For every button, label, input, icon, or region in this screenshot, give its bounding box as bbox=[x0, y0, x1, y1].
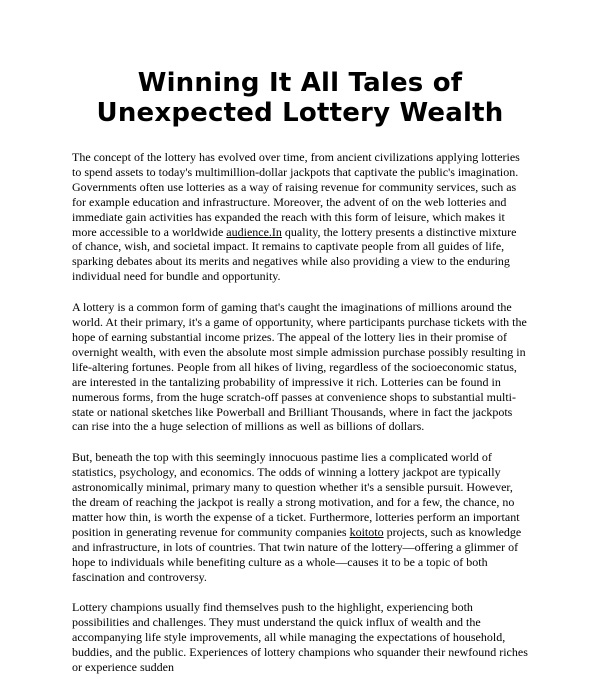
paragraph-1-text-end: quality, the lottery presents a distinctive mixture of chance, wish, and societal impact. It remains to captivate people from all guides of life, sparking debates about its merits and negatives while also providing a view to the enduring individual need for bundle and opportunity. bbox=[72, 224, 517, 284]
paragraph-1-text-start: The concept of the lottery has evolved over time, from ancient civilizations applying lotteries to spend assets to today's multimillion-dollar jackpots that captivate the public's imagination. Governments often use lotteries as a way of raising revenue for community services, such as for example education and infrastructure. Moreover, the advent of on the web lotteries and immediate gain activities has expanded the reach with this form of leisure, which makes it more accessible to a worldwide bbox=[72, 150, 520, 239]
paragraph-3 bbox=[72, 450, 528, 584]
paragraph-4: Lottery champions usually find themselves push to the highlight, experiencing both possibilities and challenges. They must understand the quick influx of wealth and the accompanying life style improvements, all while managing the expectations of household, buddies, and the public. Experiences of lottery champions who squander their newfound riches or experience sudden bbox=[72, 600, 528, 675]
paragraph-3-text-start: But, beneath the top with this seemingly innocuous pastime lies a complicated world of statistics, psychology, and economics. The odds of winning a lottery jackpot are typically astronomically minimal, primary many to question whether it's a sensible pursuit. However, the dream of reaching the jackpot is really a strong motivation, and for a few, the chance, no matter how thin, is worth the expense of a ticket. Furthermore, lotteries perform an important position in generating revenue for community companies bbox=[72, 450, 520, 539]
audience-link[interactable]: audience.In bbox=[226, 224, 282, 239]
paragraph-1 bbox=[72, 150, 528, 284]
page-title: Winning It All Tales of Unexpected Lottery Wealth bbox=[96, 68, 504, 128]
koitoto-link[interactable]: koitoto bbox=[349, 524, 384, 539]
article bbox=[72, 68, 528, 691]
paragraph-2: A lottery is a common form of gaming that's caught the imaginations of millions around the world. At their primary, it's a game of opportunity, where participants purchase tickets with the hope of earning substantial income prizes. The appeal of the lottery lies in their promise of overnight wealth, with even the absolute most simple admission purchase possibly resulting in life-altering fortunes. People from all hikes of living, regardless of the socioeconomic status, are interested in the tantalizing probability of impressive it rich. Lotteries can be found in numerous forms, from the huge scratch-off passes at convenience shops to substantial multi-state or national sketches like Powerball and Brilliant Thousands, where in fact the jackpots can rise into the a huge selection of millions as well as billions of dollars. bbox=[72, 300, 527, 434]
paragraph-3-text-end: projects, such as knowledge and infrastructure, in lots of countries. That twin nature of the lottery—offering a glimmer of hope to individuals while benefiting culture as a whole—causes it to be a topic of both fascination and controversy. bbox=[72, 524, 522, 584]
